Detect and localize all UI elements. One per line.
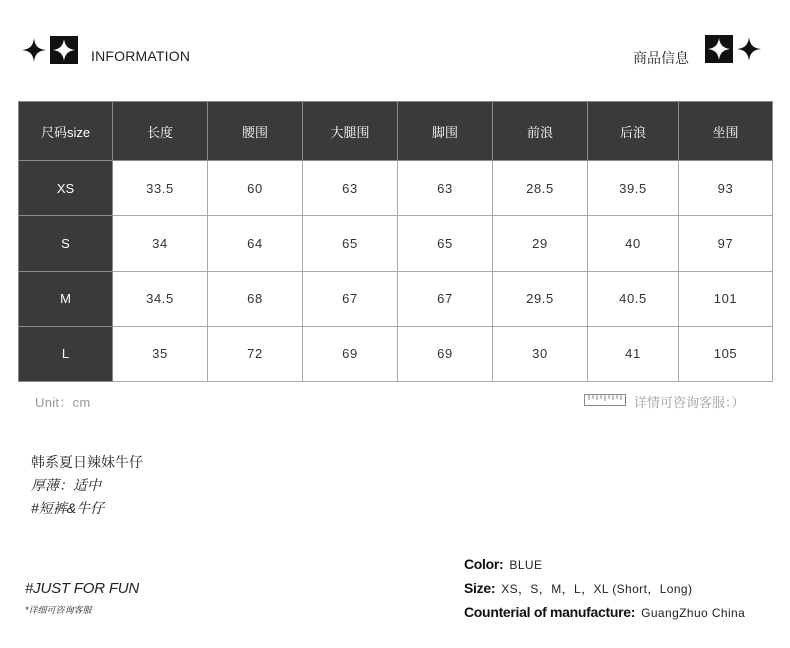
size-label-cell: S (19, 216, 113, 271)
table-cell: 29 (493, 216, 588, 271)
spec-size-value: XS，S，M，L，XL (Short，Long) (501, 582, 693, 596)
table-cell: 34 (113, 216, 208, 271)
description-line1: 韩系夏日辣妹牛仔 (31, 454, 143, 470)
table-row (19, 216, 773, 271)
spec-size-label: Size: (464, 580, 496, 596)
table-cell: 72 (208, 326, 303, 381)
column-header: 后浪 (588, 102, 679, 161)
size-label-cell: M (19, 271, 113, 326)
table-cell: 97 (679, 216, 773, 271)
table-cell: 101 (679, 271, 773, 326)
table-cell: 67 (303, 271, 398, 326)
description-line2: 厚薄：适中 (31, 477, 101, 493)
table-cell: 30 (493, 326, 588, 381)
description-line3: #短裤&牛仔 (31, 500, 105, 516)
table-cell: 69 (303, 326, 398, 381)
four-point-star-icon (22, 38, 46, 67)
column-header: 脚围 (398, 102, 493, 161)
spec-origin-value: GuangZhuo China (641, 606, 746, 620)
column-header: 前浪 (493, 102, 588, 161)
table-cell: 41 (588, 326, 679, 381)
slogan-sub: *详细可咨询客服 (25, 605, 92, 615)
column-header: 长度 (113, 102, 208, 161)
table-cell: 105 (679, 326, 773, 381)
spec-color-value: BLUE (509, 558, 543, 572)
size-table (18, 101, 773, 382)
column-header: 大腿围 (303, 102, 398, 161)
size-label-cell: XS (19, 161, 113, 216)
consult-note: 详情可咨询客服：） (634, 395, 745, 410)
table-cell: 69 (398, 326, 493, 381)
table-cell: 35 (113, 326, 208, 381)
table-cell: 34.5 (113, 271, 208, 326)
table-cell: 65 (398, 216, 493, 271)
table-cell: 29.5 (493, 271, 588, 326)
table-cell: 68 (208, 271, 303, 326)
column-header: 腰围 (208, 102, 303, 161)
table-cell: 39.5 (588, 161, 679, 216)
ruler-icon (584, 394, 626, 409)
four-point-star-icon (737, 37, 761, 66)
header-right (705, 35, 761, 68)
consult-note-row (584, 392, 745, 411)
unit-note: Unit：cm (35, 395, 91, 410)
table-cell: 67 (398, 271, 493, 326)
table-cell: 33.5 (113, 161, 208, 216)
header-left-title: INFORMATION (91, 48, 191, 64)
slogan-main: #JUST FOR FUN (25, 580, 140, 597)
table-cell: 63 (303, 161, 398, 216)
column-header: 坐围 (679, 102, 773, 161)
spec-color (464, 556, 542, 572)
table-cell: 93 (679, 161, 773, 216)
table-cell: 40 (588, 216, 679, 271)
table-row (19, 326, 773, 381)
spec-origin-label: Counterial of manufacture: (464, 604, 636, 620)
column-header: 尺码size (19, 102, 113, 161)
table-row (19, 161, 773, 216)
table-cell: 64 (208, 216, 303, 271)
table-cell: 65 (303, 216, 398, 271)
four-point-star-box-icon (50, 36, 78, 69)
table-header-row (19, 102, 773, 161)
size-label-cell: L (19, 326, 113, 381)
spec-origin (464, 604, 745, 620)
spec-size (464, 580, 692, 597)
spec-color-label: Color: (464, 556, 504, 572)
table-cell: 63 (398, 161, 493, 216)
table-cell: 40.5 (588, 271, 679, 326)
header-right-title: 商品信息 (633, 50, 689, 66)
four-point-star-box-icon (705, 35, 733, 68)
table-cell: 60 (208, 161, 303, 216)
header-left (22, 36, 78, 69)
table-cell: 28.5 (493, 161, 588, 216)
table-row (19, 271, 773, 326)
